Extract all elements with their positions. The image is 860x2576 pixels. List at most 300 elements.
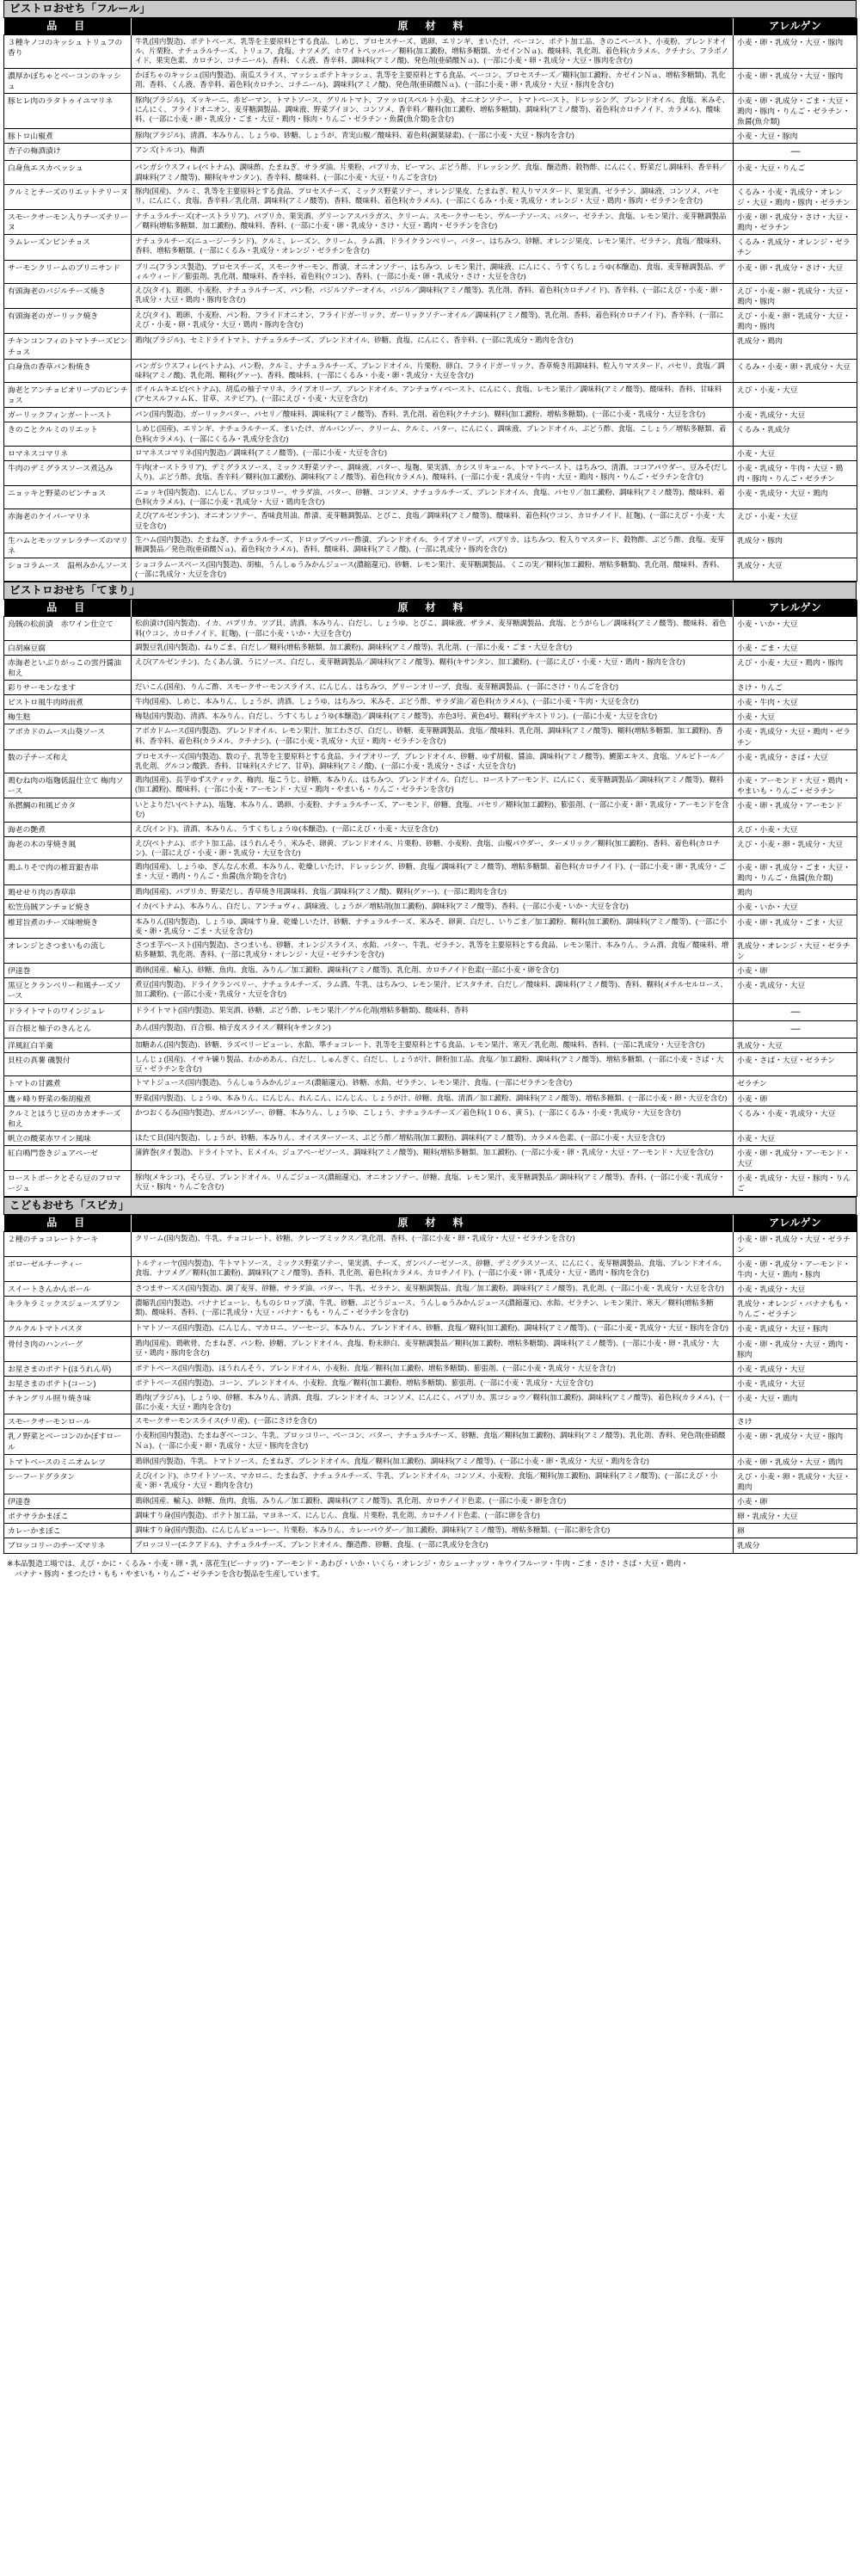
cell-item-name: 彩りサーモンなます (4, 681, 132, 695)
cell-item-name: 乳ノ野菜とベーコンのかぼすロール (4, 1429, 132, 1454)
table-row (4, 978, 857, 1003)
table-row (4, 640, 857, 655)
cell-item-name: 鶏ふりそで肉の椎茸銀杏串 (4, 860, 132, 885)
cell-ingredients: クリーム(国内製造)、牛乳、チョコレート、砂糖、クレープミックス／乳化剤、香料、(一部に小麦・卵・乳成分・大豆・ゼラチンを含む) (132, 1231, 734, 1256)
cell-ingredients: さつま芋ペースト(国内製造)、さつまいも、砂糖、オレンジスライス、水飴、バター、牛乳、ゼラチン、乳等を主要原料とする食品、レモン果汁、本みりん、ラム酒、食塩／酸味料、増粘多糖類、乳化剤、香料、(一部に乳成分・オレンジ・大豆・ゼラチンを含む) (132, 938, 734, 963)
cell-allergen: 小麦・卵・乳成分・アーモンド・大豆 (734, 1146, 857, 1171)
cell-ingredients: えび(タイ)、鶏卵、小麦粉、パン粉、フライドオニオン、フライドガーリック、ガーリックソテーオイル／調味料(アミノ酸等)、乳化剤、香料、着色料(カロチノイド)、香辛料、(一部にえび・小麦・卵・乳成分・大豆・鶏肉・豚肉を含む) (132, 309, 734, 334)
cell-item-name: ポテサラかまぼこ (4, 1509, 132, 1524)
cell-item-name: 鷹ヶ峰り野菜の柴胡椒煮 (4, 1091, 132, 1106)
cell-ingredients: 野菜(国内製造)、しょうゆ、本みりん、にんじん、れんこん、にんじん、しょうが汁、砂糖、食塩、清酒／加工澱粉、調味料(アミノ酸等)、増粘多糖類、(一部に小麦・卵・大豆を含む) (132, 1091, 734, 1106)
table-row (4, 617, 857, 640)
cell-ingredients: スモークサーモンスライス(チリ産)、(一部にさけを含む) (132, 1414, 734, 1429)
table-row (4, 1020, 857, 1038)
cell-item-name: クルクルトマトパスタ (4, 1322, 132, 1336)
cell-ingredients: いとよりだい(ベトナム)、塩麹、本みりん、鶏卵、小麦粉、ナチュラルチーズ、アーモンド、砂糖、食塩、パセリ／糊料(加工澱粉)、膨張剤、(一部に小麦・卵・乳成分・アーモンドを含む) (132, 798, 734, 822)
cell-item-name: アボカドのムース山葵ソース (4, 724, 132, 749)
cell-allergen: 小麦・卵・乳成分・アーモンド・牛肉・大豆・鶏肉・豚肉 (734, 1256, 857, 1281)
table-header-row (4, 1215, 857, 1232)
table-row (4, 1361, 857, 1376)
table-row (4, 695, 857, 710)
cell-ingredients: だいこん(国産)、りんご酢、スモークサーモンスライス、にんじん、はちみつ、グリーンオリーブ、食塩、麦芽糖調製品、(一部にさけ・りんごを含む) (132, 681, 734, 695)
cell-allergen: 乳成分・大豆 (734, 558, 857, 582)
table-row (4, 822, 857, 836)
table-row (4, 860, 857, 885)
cell-item-name: オレンジとさつまいもの流し (4, 938, 132, 963)
cell-ingredients: ショコラムースベース(国内製造)、胡柚、うんしゅうみかんジュース(濃縮還元)、砂糖、レモン果汁、麦芽糖調製品、くこの実／糊料(加工澱粉、増粘多糖類)、乳化剤、酸味料、香料、(一部に乳成分・大豆を含む) (132, 558, 734, 582)
cell-ingredients: えび(ベトナム)、ポテト加工品、ほうれんそう、米みそ、卵黄、ブレンドオイル、片栗粉、砂糖、小麦粉、食塩、山椒パウダー、ターメリック／糊料(加工澱粉)、香料、着色料(カロチン)、(一部にえび・小麦・卵・乳成分・大豆を含む) (132, 836, 734, 860)
cell-allergen: 小麦・乳成分・大豆・鶏肉・ゼラチン (734, 724, 857, 749)
table-row (4, 1131, 857, 1145)
cell-ingredients: 鶏肉(国産)、鶏軟骨、たまねぎ、パン粉、砂糖、ブレンドオイル、食塩、粉末卵白、麦芽糖調製品／糊料(加工澱粉、増粘多糖類)、調味料(アミノ酸等)、(一部に小麦・卵・乳成分・大豆・鶏肉・豚肉を含む) (132, 1336, 734, 1361)
cell-item-name: お星さまのポテト(コーン) (4, 1376, 132, 1390)
cell-item-name: きのことクルミのリエット (4, 422, 132, 446)
table-row (4, 260, 857, 283)
table-row (4, 1256, 857, 1281)
table-row (4, 836, 857, 860)
cell-allergen: 小麦・大豆・鶏肉 (734, 1391, 857, 1414)
table-row (4, 1091, 857, 1106)
cell-item-name: ラムレーズンピンチョス (4, 235, 132, 260)
cell-allergen: えび・小麦・大豆・鶏肉・豚肉 (734, 655, 857, 680)
cell-ingredients: 豚肉(メキシコ)、そら豆、ブレンドオイル、リんごジュース(濃縮還元)、オニオンソテー、砂糖、食塩、レモン果汁、麦芽糖調製品／調味料(アミノ酸等)、香料、(一部に小麦・乳成分・大豆・豚肉・りんごを含む) (132, 1171, 734, 1196)
table-row (4, 382, 857, 407)
cell-ingredients: えび(インド)、清酒、本みりん、うすくちしょうゆ(本醸造)、(一部にえび・小麦・大豆を含む) (132, 822, 734, 836)
allergen-table (3, 1215, 857, 1554)
cell-allergen: 小麦・ごま・大豆 (734, 640, 857, 655)
cell-item-name: 紅白鳴門巻きジュアペーゼ (4, 1146, 132, 1171)
cell-allergen: えび・小麦・卵・乳成分・大豆・鶏肉・豚肉 (734, 283, 857, 308)
cell-item-name: 烏賊の松前漬 赤ワイン仕立て (4, 617, 132, 640)
cell-allergen: 小麦・卵・乳成分・ごま・大豆・鶏肉・豚肉・りんご・ゼラチン・魚醤(魚介類) (734, 93, 857, 128)
table-row (4, 1524, 857, 1538)
column-header-ingredients: 原 材 料 (132, 1215, 734, 1232)
menu-section (3, 1197, 857, 1554)
column-header-item: 品 目 (4, 18, 132, 35)
table-row (4, 93, 857, 128)
cell-allergen: 小麦・卵 (734, 1091, 857, 1106)
table-row (4, 161, 857, 184)
cell-item-name: 骨付き肉のハンバーグ (4, 1336, 132, 1361)
cell-ingredients: 鶏肉(国産)、しょうゆ、ぎんなん水煮、本みりん、乾燥しいたけ、ドレッシング、砂糖、食塩／調味料(アミノ酸等)、増粘多糖類、着色料(カロチノイド)、(一部に小麦・卵・乳成分・ごま・大豆・鶏肉・りんご・魚醤(魚介類)を含む) (132, 860, 734, 885)
cell-allergen: 小麦・乳成分・さば・大豆 (734, 749, 857, 773)
menu-section (3, 582, 857, 1196)
cell-allergen: 小麦・乳成分・大豆 (734, 408, 857, 422)
table-row (4, 1509, 857, 1524)
cell-item-name: スモークサーモン入りチーズテリーヌ (4, 210, 132, 235)
cell-allergen: えび・小麦・卵・乳成分・大豆・鶏肉・豚肉 (734, 309, 857, 334)
cell-ingredients: 濃縮乳(国内製造)、バナナピューレ、もものシロップ漬、牛乳、砂糖、ぶどうジュース、うんしゅうみかんジュース(濃縮還元)、水飴、ゼラチン、レモン果汁、寒天／糊料(増粘多糖類)、酸味料、香料、(一部に乳成分・大豆・バナナ・もも・りんご・ゼラチンを含む) (132, 1297, 734, 1322)
table-row (4, 1106, 857, 1131)
table-row (4, 460, 857, 485)
cell-ingredients: 小麦粉(国内製造)、たまねぎベーコン、牛乳、ブロッコリー、ベーコン、バター、ナチュラルチーズ、砂糖、食塩／糊料(加工澱粉)、調味料(アミノ酸等)、乳化剤、香料、発色剤(亜硝酸Ｎａ)、(一部に小麦・卵・乳成分・大豆・豚肉を含む) (132, 1429, 734, 1454)
cell-ingredients: トマトソース(国内製造)、にんじん、マカロニ、ソーセージ、本みりん、ブレンドオイル、砂糖、食塩／糊料(加工澱粉)、調味料(アミノ酸等)、(一部に小麦・乳成分・大豆・豚肉を含む) (132, 1322, 734, 1336)
table-row (4, 422, 857, 446)
footnote-line-2: バナナ・豚肉・まつたけ・もも・やまいも・りんご・ゼラチンを含む製品を生産しています。 (15, 1569, 324, 1579)
cell-ingredients: パンガシウスフィレ(ベトナム)、パン粉、クルミ、ナチュラルチーズ、ブレンドオイル、片栗粉、卵白、フライドガーリック、香草焼き用調味料、粒入りマスタード、パセリ、食塩／調味料(アミノ酸)、乳化剤、糊料(グァー)、香料、酸味料、(一部にくるみ・小麦・卵・乳成分・大豆を含む) (132, 359, 734, 382)
table-row (4, 408, 857, 422)
cell-item-name: ガーリックフィンガートースト (4, 408, 132, 422)
cell-allergen: 小麦・卵・乳成分・大豆・豚肉 (734, 68, 857, 93)
cell-ingredients: 鶏卵(国産、輸入)、砂糖、魚肉、食塩、みりん／加工澱粉、調味料(アミノ酸等)、乳化剤、カロチノイド色素、(一部に小麦・卵を含む) (132, 1494, 734, 1509)
cell-allergen: 小麦・牛肉・大豆 (734, 695, 857, 710)
table-row (4, 1322, 857, 1336)
cell-ingredients: ポテトベース(国内製造)、コーン、ブレンドオイル、小麦粉、食塩／糊料(加工澱粉、増粘多糖類)、膨張剤、(一部に小麦・乳成分・大豆を含む) (132, 1376, 734, 1390)
cell-allergen: 小麦・卵・乳成分・アーモンド (734, 798, 857, 822)
cell-allergen: 小麦・乳成分・大豆 (734, 978, 857, 1003)
manufacturing-footnote (3, 1554, 857, 1580)
cell-item-name: 赤海老といぶりがっこの雲丹醤油和え (4, 655, 132, 680)
cell-item-name: 伊達巻 (4, 1494, 132, 1509)
cell-item-name: クルミとチーズのリエットテリーヌ (4, 184, 132, 209)
table-row (4, 68, 857, 93)
cell-ingredients: えび(タイ)、鶏卵、小麦粉、ナチュラルチーズ、パン粉、バジルソテーオイル、バジル／調味料(アミノ酸等)、乳化剤、香料、着色料(カロチノイド)、香辛料、(一部にえび・小麦・卵・乳成分・大豆・鶏肉・豚肉を含む) (132, 283, 734, 308)
cell-allergen: 小麦・乳成分・大豆 (734, 1376, 857, 1390)
cell-allergen: えび・小麦・大豆 (734, 509, 857, 533)
cell-allergen: えび・小麦・卵・乳成分・大豆・鶏肉 (734, 1469, 857, 1494)
cell-ingredients: 加糖あん(国内製造)、砂糖、ラズベリーピューレ、水飴、準チョコレート、乳等を主要原料とする食品、レモン果汁、寒天／乳化剤、酸味料、香料、(一部に乳成分・大豆を含む) (132, 1038, 734, 1052)
cell-item-name: シーフードグラタン (4, 1469, 132, 1494)
table-row (4, 1454, 857, 1469)
cell-ingredients: 蒲鉾巻(タイ製造)、ドライトマト、Ｅメイル、ジュアペーゼソース、調味料(アミノ酸等)、糊料(増粘多糖類、加工澱粉)、(一部に小麦・卵・乳成分・大豆・アーモンド・大豆を含む) (132, 1146, 734, 1171)
cell-item-name: ３種キノコのキッシュ トリュフの香り (4, 35, 132, 69)
cell-item-name: カレーかまぼこ (4, 1524, 132, 1538)
cell-allergen: 小麦・卵・乳成分・ごま・大豆 (734, 915, 857, 938)
table-row (4, 1053, 857, 1076)
cell-allergen: さけ・りんご (734, 681, 857, 695)
table-row (4, 724, 857, 749)
cell-item-name: 豚トロ山椒煮 (4, 129, 132, 144)
cell-allergen: 小麦・大豆 (734, 1131, 857, 1145)
cell-item-name: ローストポークとそら豆のフロマージュ (4, 1171, 132, 1196)
cell-allergen: 小麦・卵 (734, 1494, 857, 1509)
column-header-item: 品 目 (4, 1215, 132, 1232)
cell-ingredients: 調製豆乳(国内製造)、ねりごま、白だし／糊料(増粘多糖類、加工澱粉)、調味料(アミノ酸等)、乳化剤、(一部に小麦・ごま・大豆を含む) (132, 640, 734, 655)
cell-allergen: くるみ・小麦・乳成分・オレンジ・大豆・鶏肉・豚肉・ゼラチン (734, 184, 857, 209)
cell-item-name: 伊達巻 (4, 964, 132, 978)
cell-allergen: 乳成分・鶏肉 (734, 334, 857, 359)
table-row (4, 1297, 857, 1322)
footnote-line-1: ※本品製造工場では、えび・かに・くるみ・小麦・卵・乳・落花生(ピーナッツ)・アーモンド・あわび・いか・いくら・オレンジ・カシューナッツ・キウイフルーツ・牛肉・ごま・さけ・さば・大豆・鶏肉・ (7, 1558, 689, 1568)
table-header-row (4, 600, 857, 617)
cell-allergen: 小麦・大豆・りんご (734, 161, 857, 184)
section-title: ビストロおせち「てまり」 (3, 582, 857, 600)
cell-item-name: 鶏せせり肉の香草串 (4, 885, 132, 900)
cell-item-name: ２種のチョコレートケーキ (4, 1231, 132, 1256)
cell-item-name: キラキラミックスジュースプリン (4, 1297, 132, 1322)
cell-ingredients: 生ハム(国内製造)、たまねぎ、ナチュラルチーズ、ドロップペッパー酢漬、ブレンドオイル、ライプオリーブ、パプリカ、はちみつ、粒入りマスタード、穀物酢、ぶどう酢、食塩、麦芽糖調製品／発色剤(亜硝酸Ｎａ)、着色料(カラメル)、香料、酸味料、調味料(アミノ酸)、(一部に乳成分・豚肉を含む) (132, 533, 734, 558)
cell-ingredients: ブリニ(フランス製造)、プロセスチーズ、スモークサーモン、酢漬、オニオンソテー、はちみつ、レモン果汁、調味液、にんにく、うすくちしょうゆ(本醸造)、食塩、麦芽糖調製品、ディルウィード／膨張剤、乳化剤、酸味料、香辛料、着色料(ウコン)、香料、(一部に小麦・卵・乳成分・さけ・大豆を含む) (132, 260, 734, 283)
table-row (4, 309, 857, 334)
cell-allergen: 小麦・アーモンド・大豆・鶏肉・やまいも・りんご・ゼラチン (734, 773, 857, 798)
cell-ingredients: 鶏卵(国内製造)、牛乳、トマトソース、たまねぎ、ブレンドオイル、食塩／糊料(加工澱粉)、調味料(アミノ酸等)、(一部に小麦・卵・乳成分・大豆・鶏肉を含む) (132, 1454, 734, 1469)
cell-ingredients: かぼちゃのキッシュ(国内製造)、南瓜スライス、マッシュポテトキッシュ、乳等を主要原料とする食品、ベーコン、プロセスチーズ／糊料(加工澱粉、カゼインＮａ、増粘多糖類)、乳化剤、香料、くん液、香辛料、着色料(カロチン、コチニール)、調味料(アミノ酸)、発色剤(亜硝酸Ｎａ)、(一部に小麦・卵・乳成分・大豆・豚肉を含む) (132, 68, 734, 93)
cell-item-name: チキンコンフィのトマトチーズピンチョス (4, 334, 132, 359)
table-row (4, 334, 857, 359)
cell-item-name: 鶏むね肉の塩麹低温仕立て 梅肉ソース (4, 773, 132, 798)
table-row (4, 184, 857, 209)
cell-item-name: 牛肉のデミグラスソース煮込み (4, 460, 132, 485)
table-row (4, 35, 857, 69)
cell-item-name: 白身魚エスカベッシュ (4, 161, 132, 184)
table-row (4, 359, 857, 382)
sections-container (3, 0, 857, 1554)
table-row (4, 1231, 857, 1256)
cell-allergen: くるみ・乳成分・オレンジ・ゼラチン (734, 235, 857, 260)
cell-allergen: えび・小麦・大豆 (734, 382, 857, 407)
cell-item-name: 糸撚鯛の和風ピカタ (4, 798, 132, 822)
cell-allergen: 小麦・卵 (734, 964, 857, 978)
cell-allergen: 卵 (734, 1524, 857, 1538)
table-row (4, 1003, 857, 1020)
table-row (4, 1494, 857, 1509)
cell-ingredients: 鶏卵(国産、輸入)、砂糖、魚肉、食塩、みりん／加工澱粉、調味料(アミノ酸等)、乳化剤、カロチノイド色素(一部に小麦・卵を含む) (132, 964, 734, 978)
cell-allergen: 小麦・乳成分・大豆・豚肉 (734, 1322, 857, 1336)
cell-ingredients: 鶏肉(国産)、長芋ゆずスティック、梅肉、塩こうじ、砂糖、本みりん、はちみつ、ブレンドオイル、白だし、ローストアーモンド、にんにく、麦芽糖調製品／調味料(アミノ酸等)、糊料(加工澱粉)、酸味料、(一部に小麦・アーモンド・大豆・鶏肉・やまいも・りんご・ゼラチンを含む) (132, 773, 734, 798)
cell-allergen: 小麦・いか・大豆 (734, 617, 857, 640)
cell-allergen: 小麦・卵・乳成分・さけ・大豆 (734, 260, 857, 283)
table-row (4, 938, 857, 963)
table-row (4, 1414, 857, 1429)
table-row (4, 885, 857, 900)
cell-item-name: ドライトマトのワインジュレ (4, 1003, 132, 1020)
table-row (4, 900, 857, 915)
cell-item-name: 白身魚の香草パン粉焼き (4, 359, 132, 382)
cell-item-name: 生ハムとモッツァレラチーズのマリネ (4, 533, 132, 558)
cell-item-name: 海老の艶煮 (4, 822, 132, 836)
cell-allergen: 小麦・卵・乳成分・大豆・豚肉 (734, 35, 857, 69)
cell-item-name: 洋風紅白羊羹 (4, 1038, 132, 1052)
cell-allergen: 乳成分・大豆 (734, 1038, 857, 1052)
cell-ingredients: 豚肉(ブラジル)、清酒、本みりん、しょうゆ、砂糖、しょうが、青実山椒／酸味料、着色料(銅葉緑素)、(一部に小麦・大豆・豚肉を含む) (132, 129, 734, 144)
cell-ingredients: えび(アルゼンチン)、オニオンソテー、香味食用油、酢漬、麦芽糖調製品、とびこ、食塩／調味料(アミノ酸等)、酸味料、着色料(ウコン、カロチノイド、紅麹)、(一部にえび・小麦・大豆を含む) (132, 509, 734, 533)
cell-ingredients: 梅麸(国内製造)、清酒、本みりん、白だし、うすくちしょうゆ(本醸造)／調味料(アミノ酸等)、赤色3号、黄色4号、糊料(デキストリン)、(一部に小麦・大豆を含む) (132, 710, 734, 724)
cell-item-name: トマトベースのミニオムレツ (4, 1454, 132, 1469)
cell-ingredients: さつまサーズス(国内製造)、調了麦芽、砂糖、サラダ油、バター、牛乳、ゼラチン、麦芽糖調製品、食塩／加工澱粉、調味料(アミノ酸等)、乳化剤、(一部に小麦・乳成分・大豆を含む) (132, 1282, 734, 1297)
cell-allergen: 小麦・乳成分・大豆・鶏肉 (734, 486, 857, 509)
cell-allergen: ― (734, 1020, 857, 1038)
cell-ingredients: パンガシウスフィレ(ベトナム)、調味酢、たまねぎ、サラダ油、片栗粉、パプリカ、ピーマン、ぶどう酢、ドレッシング、食塩、醸造酢、穀物酢、にんにく、野菜だし調味料、香辛料／調味料(アミノ酸等)、糊料(キサンタン)、香辛料、酸味料、(一部に小麦・大豆・りんごを含む) (132, 161, 734, 184)
column-header-allergen: アレルゲン (734, 600, 857, 617)
cell-allergen: 卵・乳成分・大豆 (734, 1509, 857, 1524)
table-row (4, 773, 857, 798)
cell-item-name: 赤海老のケイパーマリネ (4, 509, 132, 533)
cell-item-name: 貝柱の真薯 磯製付 (4, 1053, 132, 1076)
cell-allergen: 小麦・卵・乳成分・大豆・鶏肉・豚肉 (734, 1336, 857, 1361)
table-row (4, 1469, 857, 1494)
table-row (4, 1538, 857, 1553)
table-row (4, 655, 857, 680)
cell-ingredients: 牛乳(国内製造)、ポテトベース、乳等を主要原料とする食品、しめじ、プロセスチーズ、鶏卵、エリンギ、まいたけ、ベーコン、ポテト加工品、きのこペースト、小麦粉、ブレンドオイル、片栗粉、ナチュラルチーズ、トリュフ、食塩、ナツメグ、ホワイトペッパー／糊料(加工澱粉、増粘多糖類、カゼインＮａ)、酸味料、乳化剤、着色料(カラメル、クチナシ、フラボノイド、果実色素、カロチン、コチニール)、香料、くん液、香辛料、調味料(アミノ酸)、発色剤(亜硝酸Ｎａ)、(一部に小麦・卵・乳成分・大豆・豚肉を含む) (132, 35, 734, 69)
cell-allergen: 小麦・さば・大豆・ゼラチン (734, 1053, 857, 1076)
cell-ingredients: 鶏肉(国産)、パプリカ、野菜だし、香草焼き用調味料、食塩／調味料(アミノ酸)、糊料(グァー)、(一部に鶏肉を含む) (132, 885, 734, 900)
cell-allergen: くるみ・小麦・乳成分・大豆 (734, 1106, 857, 1131)
table-row (4, 1282, 857, 1297)
table-row (4, 915, 857, 938)
cell-allergen: 小麦・卵・乳成分・ごま・大豆・鶏肉・りんご・魚醤(魚介類) (734, 860, 857, 885)
table-row (4, 235, 857, 260)
cell-ingredients: 本みりん(国内製造)、しょうゆ、調味すり身、乾燥しいたけ、砂糖、ナチュラルチーズ、米みそ、卵黄、白だし、いりごま／加工澱粉、糊料(加工澱粉)、調味料(アミノ酸等)、(一部に小麦・卵・乳成分・ごま・大豆を含む) (132, 915, 734, 938)
cell-ingredients: えび(アルゼンチン)、たくあん漬、うにソース、白だし、麦芽糖調製品／調味料(アミノ酸等)、糊料(キサンタン、加工澱粉)、(一部にえび・小麦・大豆・鶏肉・豚肉を含む) (132, 655, 734, 680)
cell-allergen: 乳成分・オレンジ・大豆・ゼラチン (734, 938, 857, 963)
table-row (4, 710, 857, 724)
cell-allergen: 小麦・卵・乳成分・さけ・大豆・鶏肉・ゼラチン (734, 210, 857, 235)
table-row (4, 509, 857, 533)
table-row (4, 1076, 857, 1091)
cell-ingredients: ブロッコリー(エクアドル)、ナチュラルチーズ、ブレンドオイル、醸造酢、砂糖、食塩、(一部に乳成分を含む) (132, 1538, 734, 1553)
table-row (4, 1376, 857, 1390)
section-title: こどもおせち「スピカ」 (3, 1197, 857, 1215)
cell-ingredients: ナチュラルチーズ(ニュージーランド)、クルミ、レーズン、クリーム、ラム酒、ドライクランベリー、バター、はちみつ、砂糖、オレンジ果皮、レモン果汁、ゼラチン、食塩／酸味料、香料、増粘多糖類、(一部にくるみ・乳成分・オレンジ・ゼラチンを含む) (132, 235, 734, 260)
cell-allergen: 小麦・乳成分・大豆 (734, 1361, 857, 1376)
cell-item-name: ニョッキと野菜のピンチョス (4, 486, 132, 509)
table-row (4, 749, 857, 773)
cell-ingredients: 鶏肉(ブラジル)、しょうゆ、砂糖、本みりん、清酒、食塩、ブレンドオイル、コンソメ、にんにく、パプリカ、黒コショウ／糊料(加工澱粉)、調味料(アミノ酸等)、着色料(カラメル)、(一部に小麦・大豆・鶏肉を含む) (132, 1391, 734, 1414)
cell-ingredients: 鶏肉(ブラジル)、セミドライトマト、ナチュラルチーズ、ブレンドオイル、砂糖、食塩、にんにく、香辛料、(一部に乳成分・鶏肉を含む) (132, 334, 734, 359)
column-header-allergen: アレルゲン (734, 1215, 857, 1232)
cell-allergen: 小麦・卵・乳成分・大豆・鶏肉 (734, 1454, 857, 1469)
cell-allergen: ― (734, 1003, 857, 1020)
table-row (4, 964, 857, 978)
cell-item-name: ボローゼルチーティー (4, 1256, 132, 1281)
cell-ingredients: 調味すり身(国内製造)、にんじんピューレー、片栗粉、本みりん、カレーパウダー／加工澱粉、調味料(アミノ酸等)、増粘多糖類、(一部に卵を含む) (132, 1524, 734, 1538)
cell-ingredients: かつおくるみ(国内製造)、ガルバンゾー、砂糖、本みりん、しょうゆ、こしょう、ナチュラルチーズ／着色料(１０６、黄５)、(一部にくるみ・小麦・乳成分・大豆を含む) (132, 1106, 734, 1131)
table-row (4, 446, 857, 460)
cell-item-name: 海老の木の芽焼き風 (4, 836, 132, 860)
cell-item-name: 有頭海老のガーリック焼き (4, 309, 132, 334)
cell-allergen: さけ (734, 1414, 857, 1429)
menu-section (3, 0, 857, 582)
table-row (4, 1146, 857, 1171)
cell-item-name: 椎茸旨煮のチーズ味噌焼き (4, 915, 132, 938)
cell-ingredients: ポテトベース(国内製造)、ほうれんそう、ブレンドオイル、小麦粉、食塩／糊料(加工澱粉、増粘多糖類)、膨張剤、(一部に小麦・乳成分・大豆を含む) (132, 1361, 734, 1376)
table-row (4, 1429, 857, 1454)
cell-allergen: ゼラチン (734, 1076, 857, 1091)
cell-item-name: クルミとほうじ豆のカカオチーズ和え (4, 1106, 132, 1131)
cell-allergen: 小麦・乳成分・大豆・豚肉・りんご (734, 1171, 857, 1196)
cell-item-name: 杏子の梅酒漬け (4, 144, 132, 161)
column-header-allergen: アレルゲン (734, 18, 857, 35)
cell-item-name: お星さまのポテト(ほうれん草) (4, 1361, 132, 1376)
cell-item-name: 豚ヒレ肉のラタトゥイユマリネ (4, 93, 132, 128)
cell-ingredients: 調味すり身(国内製造)、ポテト加工品、マヨネーズ、にんじん、食塩、片栗粉、乳化剤、カロチノイド色素、(一部に卵を含む) (132, 1509, 734, 1524)
cell-ingredients: パン(国内製造)、ガーリックバター、パセリ／酸味料、調味料(アミノ酸等)、香料、乳化剤、着色料(クチナシ)、糊料(加工澱粉、増粘多糖類)、(一部に小麦・乳成分・大豆を含む) (132, 408, 734, 422)
cell-ingredients: 松前漬け(国内製造)、イカ、パプリカ、ツブ貝、清酒、本みりん、白だし、しょうゆ、とびこ、調味液、ザラメ、麦芽糖調製品、食塩、とうがらし／調味料(アミノ酸等)、酸味料、着色料(ウコン、カロチノイド、紅麹)、(一部に小麦・いか・大豆を含む) (132, 617, 734, 640)
cell-item-name: 帆立の酸菜赤ワイン風味 (4, 1131, 132, 1145)
table-row (4, 533, 857, 558)
cell-ingredients: ほたて貝(国内製造)、しょうが、砂糖、本みりん、オイスターソース、ぶどう酢／増粘剤(加工澱粉)、調味料(アミノ酸等)、カラメル色素、(一部に小麦・大豆を含む) (132, 1131, 734, 1145)
cell-item-name: 黒豆とクランベリー和風チーズソース (4, 978, 132, 1003)
table-row (4, 798, 857, 822)
column-header-ingredients: 原 材 料 (132, 600, 734, 617)
table-row (4, 1171, 857, 1196)
cell-item-name: トマトの甘露煮 (4, 1076, 132, 1091)
cell-ingredients: 牛肉(国産)、しめじ、本みりん、しょうが、清酒、しょうゆ、はちみつ、米みそ、ぶどう酢、サラダ油／着色料(カラメル)、(一部に小麦・牛肉・大豆を含む) (132, 695, 734, 710)
allergen-table (3, 600, 857, 1196)
cell-ingredients: 豚肉(国産)、クルミ、乳等を主要原料とする食品、プロセスチーズ、ミックス野菜ソテー、オレンジ果皮、たまねぎ、粒入りマスタード、果実酒、ゼラチン、調味液、コンソメ、パセリ、にんにく、食塩、香辛料／乳化剤、調味料(アミノ酸等)、香料、酸味料、着色料(カラメル)、(一部にくるみ・小麦・乳成分・オレンジ・大豆・鶏肉・豚肉・ゼラチンを含む) (132, 184, 734, 209)
cell-allergen: ― (734, 144, 857, 161)
cell-ingredients: 煮豆(国内製造)、ドライクランベリー、ナチュラルチーズ、ラム酒、牛乳、はちみつ、レモン果汁、ピスタチオ、白だし／酸味料、調味料(アミノ酸等)、香料、糊料(メチルセルロース、加工澱粉)、(一部に小麦・乳成分・大豆を含む) (132, 978, 734, 1003)
cell-item-name: 有頭海老のバジルチーズ焼き (4, 283, 132, 308)
cell-allergen: 乳成分・豚肉 (734, 533, 857, 558)
cell-allergen: くるみ・乳成分 (734, 422, 857, 446)
cell-ingredients: アンズ(トルコ)、梅酒 (132, 144, 734, 161)
cell-item-name: 濃厚かぼちゃとベーコンのキッシュ (4, 68, 132, 93)
cell-item-name: 白胡麻豆腐 (4, 640, 132, 655)
cell-ingredients: トマトジュース(国内製造)、うんしゅうみかんジュース(濃縮還元)、砂糖、水飴、ゼラチン、レモン果汁、食塩、(一部にゼラチンを含む) (132, 1076, 734, 1091)
cell-ingredients: 牛肉(オーストラリア)、デミグラスソース、ミックス野菜ソテー、調味液、バター、塩麹、果実酒、カシスリキュール、トマトペースト、はちみつ、清酒、ココアパウダー、豆みそ(だし入り)、ぶどう酢、食塩、香辛料／糊料(加工澱粉)、調味料(アミノ酸等)、着色料(カラメル)、酸味料、(一部に小麦・乳成分・牛肉・大豆・鶏肉・豚肉・りんご・ゼラチンを含む) (132, 460, 734, 485)
table-row (4, 129, 857, 144)
cell-ingredients: あん(国内製造)、百合根、柚子皮スライス／糊料(キサンタン) (132, 1020, 734, 1038)
cell-allergen: 小麦・大豆 (734, 446, 857, 460)
cell-item-name: スモークサーモンロール (4, 1414, 132, 1429)
cell-item-name: 梅生麩 (4, 710, 132, 724)
table-row (4, 681, 857, 695)
cell-ingredients: 豚肉(ブラジル)、ズッキーニ、赤ピーマン、トマトソース、グリルトマト、ファッロ(スペルト小麦)、オニオンソテー、トマトペースト、ドレッシング、ブレンドオイル、食塩、米みそ、にんにく、フライドオニオン、麦芽糖調製品、調味液、野菜ブイヨン、コンソメ、香辛料／糊料(加工澱粉、増粘多糖類)、調味料(アミノ酸等)、着色料(カロチノイド、カラメル)、酸味料、(一部に小麦・卵・乳成分・ごま・大豆・鶏肉・豚肉・りんご・ゼラチン・魚醤(魚介類)を含む) (132, 93, 734, 128)
table-row (4, 1336, 857, 1361)
cell-item-name: ショコラムース 温州みかんソース (4, 558, 132, 582)
cell-item-name: 数の子チーズ和え (4, 749, 132, 773)
cell-allergen: 鶏肉 (734, 885, 857, 900)
cell-ingredients: ロマネスコマリネ(国内製造)／調味料(アミノ酸等)、(一部に小麦・大豆を含む) (132, 446, 734, 460)
table-row (4, 486, 857, 509)
table-row (4, 210, 857, 235)
cell-item-name: 百合根と柚子のきんとん (4, 1020, 132, 1038)
cell-ingredients: トルティーヤ(国内製造)、牛トマトソース、ミックス野菜ソテー、果実酒、チーズ、ガンバノーゼソース、砂糖、デミグラスソース、にんにく、麦芽糖調製品、食塩、ブレンドオイル、食塩、ナツメグ／糊料(加工澱粉)、調味料(アミノ酸等)、香料、乳化剤、着色料(カラメル、カロチノイド)、(一部に小麦・卵・乳成分・大豆・鶏肉・豚肉を含む) (132, 1256, 734, 1281)
cell-item-name: スイートきんかんボール (4, 1282, 132, 1297)
cell-allergen: くるみ・小麦・卵・乳成分・大豆 (734, 359, 857, 382)
cell-allergen: 小麦・卵・乳成分・大豆・豚肉 (734, 1429, 857, 1454)
cell-item-name: サーモンクリームのブリニサンド (4, 260, 132, 283)
cell-ingredients: イカ(ベトナム)、本みりん、白だし、アンチョヴィ、調味液、しょうが／増粘剤(加工澱粉)、調味料(アミノ酸等)、香料、(一部に小麦・いか・大豆を含む) (132, 900, 734, 915)
cell-ingredients: しめじ(国産)、エリンギ、ナチュラルチーズ、まいたけ、ガルバンゾー、クリーム、クルミ、バター、にんにく、調味液、ブレンドオイル、ぶどう酢、食塩、こしょう／増粘多糖類、着色料(カラメル)、(一部にくるみ・乳成分を含む) (132, 422, 734, 446)
table-row (4, 1391, 857, 1414)
cell-ingredients: ニョッキ(国内製造)、にんじん、ブロッコリー、サラダ油、バター、砂糖、コンソメ、ナチュラルチーズ、ブレンドオイル、食塩、パセリ／加工澱粉、調味料(アミノ酸等)、酸味料、着色料(カラメル)、(一部に小麦・乳成分・大豆・鶏肉を含む) (132, 486, 734, 509)
cell-ingredients: しんじょ(国産)、イサキ練り製品、わかめあん、白だし、しゅんぎく、白だし、しょうが汁、餅粉加工品、食塩／加工澱粉、調味料(アミノ酸等)、増粘多糖類、(一部に小麦・さば・大豆・ゼラチンを含む) (132, 1053, 734, 1076)
cell-ingredients: ドライトマト(国内製造)、果実酒、砂糖、ぶどう酢、レモン果汁／ゲル化剤(増粘多糖類)、酸味料、香料 (132, 1003, 734, 1020)
table-row (4, 1038, 857, 1052)
cell-item-name: ビストロ風牛肉時雨煮 (4, 695, 132, 710)
cell-allergen: えび・小麦・卵・乳成分・大豆 (734, 836, 857, 860)
column-header-ingredients: 原 材 料 (132, 18, 734, 35)
cell-ingredients: ボイルムキエビ(ベトナム)、胡瓜の柚子マリネ、ライプオリーブ、ブレンドオイル、アンチョヴィペースト、にんにく、食塩、レモン果汁／調味料(アミノ酸等)、酸味料、香料、甘味料(アセスルファムＫ、甘草、ステビア)、(一部にえび・小麦・大豆を含む) (132, 382, 734, 407)
cell-allergen: 小麦・大豆 (734, 710, 857, 724)
table-row (4, 283, 857, 308)
table-row (4, 558, 857, 582)
cell-allergen: えび・小麦・大豆 (734, 822, 857, 836)
cell-allergen: 小麦・卵・乳成分・大豆・ゼラチン (734, 1231, 857, 1256)
cell-allergen: 小麦・乳成分・牛肉・大豆・鶏肉・豚肉・りんご・ゼラチン (734, 460, 857, 485)
cell-item-name: チキングリル照り焼き味 (4, 1391, 132, 1414)
cell-item-name: ブロッコリーのチーズマリネ (4, 1538, 132, 1553)
cell-allergen: 小麦・大豆・豚肉 (734, 129, 857, 144)
allergen-table (3, 18, 857, 582)
cell-item-name: 海老とアンチョビオリーブのピンチョス (4, 382, 132, 407)
table-row (4, 144, 857, 161)
cell-allergen: 乳成分・オレンジ・バナナもも・りんご・ゼラチン (734, 1297, 857, 1322)
cell-allergen: 小麦・いか・大豆 (734, 900, 857, 915)
cell-ingredients: プロセスチーズ(国内製造)、数の子、乳等を主要原料とする食品、ライプオリーブ、ブレンドオイル、砂糖、ゆず胡椒、醤油、調味料(アミノ酸等)、鰹節エキス、食塩、ソルビトール／乳化剤、グルコン酸鉄、香料、甘味料(ステビア、甘草)、調味料(アミノ酸)、(一部に小麦・乳成分・さば・大豆を含む) (132, 749, 734, 773)
column-header-item: 品 目 (4, 600, 132, 617)
cell-allergen: 小麦・乳成分・大豆 (734, 1282, 857, 1297)
cell-item-name: ロマネスコマリネ (4, 446, 132, 460)
cell-ingredients: えび(インド)、ホワイトソース、マカロニ、たまねぎ、ナチュラルチーズ、牛乳、ブレンドオイル、コンソメ、小麦粉、食塩／糊料(加工澱粉)、調味料(アミノ酸等)、(一部にえび・小麦・卵・乳成分・大豆・鶏肉を含む) (132, 1469, 734, 1494)
table-header-row (4, 18, 857, 35)
cell-allergen: 乳成分 (734, 1538, 857, 1553)
cell-ingredients: アボカドムース(国内製造)、ブレンドオイル、レモン果汁、加工わさび、白だし、砂糖、麦芽糖調製品、食塩／酸味料、乳化剤、調味料(アミノ酸等)、糊料(増粘多糖類、加工澱粉)、香料、香辛料、着色料(カラメル、クチナシ)、(一部に小麦・乳成分・大豆・鶏肉・ゼラチンを含む) (132, 724, 734, 749)
cell-ingredients: ナチュラルチーズ(オーストラリア)、パプリカ、果実酒、グリーンアスパラガス、クリーム、スモークサーモン、ヴルーテソース、バター、ゼラチン、食塩、レモン果汁、麦芽糖調製品／糊料(増粘多糖類、加工澱粉)、酸味料、香料、(一部に小麦・卵・乳成分・さけ・大豆・鶏肉・ゼラチンを含む) (132, 210, 734, 235)
section-title: ビストロおせち「フルール」 (3, 0, 857, 18)
